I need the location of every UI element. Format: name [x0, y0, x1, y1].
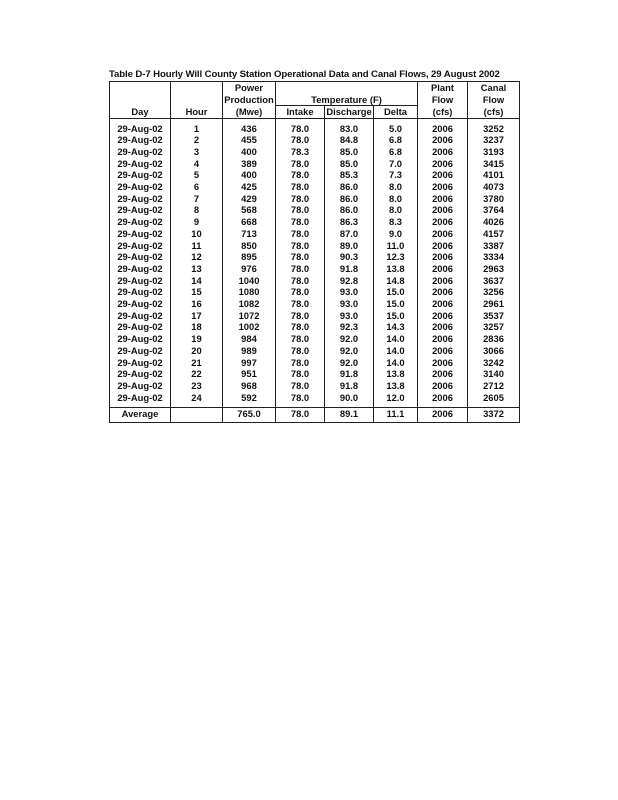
header-plant-line2: Flow: [418, 94, 468, 106]
cell-delta: 7.3: [374, 169, 418, 181]
cell-power: 568: [223, 204, 276, 216]
cell-canal-flow: 2712: [468, 380, 520, 392]
cell-hour: 19: [171, 333, 223, 345]
cell-canal-flow: 3242: [468, 357, 520, 369]
cell-delta: 8.0: [374, 181, 418, 193]
cell-plant-flow: 2006: [418, 321, 468, 333]
table-row: [110, 169, 520, 181]
cell-hour: 1: [171, 123, 223, 135]
cell-delta: 14.0: [374, 333, 418, 345]
cell-discharge: 93.0: [325, 298, 374, 310]
cell-intake: 78.0: [276, 134, 325, 146]
average-canal-flow: 3372: [468, 408, 520, 421]
cell-plant-flow: 2006: [418, 146, 468, 158]
cell-intake: 78.0: [276, 357, 325, 369]
cell-power: 976: [223, 263, 276, 275]
table-caption: Table D-7 Hourly Will County Station Operational Data and Canal Flows, 29 August 2002: [109, 69, 500, 80]
cell-intake: 78.0: [276, 286, 325, 298]
average-discharge: 89.1: [325, 408, 374, 421]
cell-hour: 9: [171, 216, 223, 228]
cell-delta: 12.3: [374, 251, 418, 263]
cell-discharge: 84.8: [325, 134, 374, 146]
cell-canal-flow: 3780: [468, 193, 520, 205]
cell-power: 1080: [223, 286, 276, 298]
cell-hour: 8: [171, 204, 223, 216]
cell-day: 29-Aug-02: [110, 392, 171, 404]
cell-hour: 21: [171, 357, 223, 369]
cell-canal-flow: 4101: [468, 169, 520, 181]
table-row: [110, 134, 520, 146]
average-intake: 78.0: [276, 408, 325, 421]
header-intake: Intake: [276, 106, 325, 119]
cell-intake: 78.0: [276, 123, 325, 135]
cell-intake: 78.0: [276, 251, 325, 263]
cell-hour: 4: [171, 158, 223, 170]
cell-delta: 15.0: [374, 298, 418, 310]
cell-delta: 15.0: [374, 310, 418, 322]
cell-plant-flow: 2006: [418, 310, 468, 322]
cell-discharge: 92.0: [325, 333, 374, 345]
cell-intake: 78.0: [276, 240, 325, 252]
cell-hour: 22: [171, 368, 223, 380]
cell-intake: 78.0: [276, 368, 325, 380]
table-row: [110, 321, 520, 333]
cell-intake: 78.0: [276, 275, 325, 287]
average-plant-flow: 2006: [418, 408, 468, 421]
cell-plant-flow: 2006: [418, 368, 468, 380]
cell-intake: 78.0: [276, 298, 325, 310]
table-row: [110, 158, 520, 170]
cell-hour: 10: [171, 228, 223, 240]
cell-day: 29-Aug-02: [110, 310, 171, 322]
table-row: [110, 392, 520, 404]
cell-discharge: 91.8: [325, 368, 374, 380]
cell-power: 436: [223, 123, 276, 135]
cell-delta: 13.8: [374, 380, 418, 392]
table-row: [110, 251, 520, 263]
cell-day: 29-Aug-02: [110, 298, 171, 310]
cell-delta: 8.0: [374, 193, 418, 205]
cell-delta: 8.3: [374, 216, 418, 228]
cell-intake: 78.0: [276, 392, 325, 404]
cell-plant-flow: 2006: [418, 275, 468, 287]
cell-intake: 78.0: [276, 228, 325, 240]
cell-plant-flow: 2006: [418, 181, 468, 193]
cell-canal-flow: 3764: [468, 204, 520, 216]
cell-discharge: 89.0: [325, 240, 374, 252]
cell-plant-flow: 2006: [418, 392, 468, 404]
cell-canal-flow: 3140: [468, 368, 520, 380]
cell-power: 1002: [223, 321, 276, 333]
cell-power: 713: [223, 228, 276, 240]
cell-day: 29-Aug-02: [110, 158, 171, 170]
header-plant-line1: Plant: [418, 82, 468, 94]
cell-day: 29-Aug-02: [110, 204, 171, 216]
cell-power: 1072: [223, 310, 276, 322]
table-footer: [110, 403, 520, 423]
cell-delta: 14.0: [374, 345, 418, 357]
cell-discharge: 85.0: [325, 146, 374, 158]
cell-plant-flow: 2006: [418, 158, 468, 170]
cell-power: 425: [223, 181, 276, 193]
average-delta: 11.1: [374, 408, 418, 421]
cell-hour: 7: [171, 193, 223, 205]
cell-intake: 78.0: [276, 345, 325, 357]
operational-data-table: [109, 81, 520, 423]
cell-discharge: 86.0: [325, 204, 374, 216]
cell-canal-flow: 3415: [468, 158, 520, 170]
cell-hour: 3: [171, 146, 223, 158]
cell-day: 29-Aug-02: [110, 357, 171, 369]
header-hour: Hour: [171, 106, 223, 119]
cell-delta: 5.0: [374, 123, 418, 135]
header-canal-unit: (cfs): [468, 106, 520, 119]
cell-plant-flow: 2006: [418, 240, 468, 252]
cell-power: 895: [223, 251, 276, 263]
cell-discharge: 86.0: [325, 181, 374, 193]
cell-delta: 14.0: [374, 357, 418, 369]
cell-power: 951: [223, 368, 276, 380]
cell-power: 592: [223, 392, 276, 404]
cell-discharge: 92.0: [325, 345, 374, 357]
cell-canal-flow: 2836: [468, 333, 520, 345]
average-power: 765.0: [223, 408, 276, 421]
cell-discharge: 93.0: [325, 286, 374, 298]
cell-canal-flow: 2605: [468, 392, 520, 404]
cell-day: 29-Aug-02: [110, 123, 171, 135]
cell-plant-flow: 2006: [418, 298, 468, 310]
header-plant-unit: (cfs): [418, 106, 468, 119]
cell-canal-flow: 3334: [468, 251, 520, 263]
header-power-unit: (Mwe): [223, 106, 276, 119]
cell-power: 429: [223, 193, 276, 205]
cell-discharge: 86.3: [325, 216, 374, 228]
cell-plant-flow: 2006: [418, 345, 468, 357]
cell-discharge: 92.0: [325, 357, 374, 369]
cell-plant-flow: 2006: [418, 216, 468, 228]
cell-discharge: 85.0: [325, 158, 374, 170]
cell-day: 29-Aug-02: [110, 181, 171, 193]
cell-day: 29-Aug-02: [110, 380, 171, 392]
cell-hour: 12: [171, 251, 223, 263]
table-row: [110, 333, 520, 345]
cell-plant-flow: 2006: [418, 263, 468, 275]
header-canal-line1: Canal: [468, 82, 520, 94]
cell-hour: 24: [171, 392, 223, 404]
cell-plant-flow: 2006: [418, 251, 468, 263]
cell-delta: 14.8: [374, 275, 418, 287]
cell-power: 455: [223, 134, 276, 146]
cell-delta: 11.0: [374, 240, 418, 252]
cell-delta: 12.0: [374, 392, 418, 404]
cell-day: 29-Aug-02: [110, 146, 171, 158]
cell-plant-flow: 2006: [418, 134, 468, 146]
cell-canal-flow: 4073: [468, 181, 520, 193]
cell-day: 29-Aug-02: [110, 263, 171, 275]
cell-day: 29-Aug-02: [110, 321, 171, 333]
cell-hour: 6: [171, 181, 223, 193]
cell-day: 29-Aug-02: [110, 286, 171, 298]
cell-day: 29-Aug-02: [110, 251, 171, 263]
cell-hour: 18: [171, 321, 223, 333]
table-row: [110, 216, 520, 228]
header-day: Day: [110, 106, 171, 119]
cell-intake: 78.0: [276, 263, 325, 275]
cell-intake: 78.0: [276, 204, 325, 216]
cell-discharge: 90.0: [325, 392, 374, 404]
cell-discharge: 90.3: [325, 251, 374, 263]
cell-hour: 23: [171, 380, 223, 392]
cell-intake: 78.0: [276, 181, 325, 193]
cell-canal-flow: 3256: [468, 286, 520, 298]
table-row: [110, 380, 520, 392]
cell-delta: 8.0: [374, 204, 418, 216]
cell-discharge: 92.8: [325, 275, 374, 287]
cell-canal-flow: 3193: [468, 146, 520, 158]
table-row: [110, 204, 520, 216]
cell-canal-flow: 4157: [468, 228, 520, 240]
cell-day: 29-Aug-02: [110, 134, 171, 146]
cell-canal-flow: 3066: [468, 345, 520, 357]
average-hour: [171, 408, 223, 421]
cell-intake: 78.0: [276, 310, 325, 322]
cell-hour: 11: [171, 240, 223, 252]
cell-plant-flow: 2006: [418, 357, 468, 369]
cell-delta: 14.3: [374, 321, 418, 333]
header-temperature-group: Temperature (F): [276, 94, 418, 106]
average-label: Average: [110, 408, 171, 421]
cell-discharge: 92.3: [325, 321, 374, 333]
cell-plant-flow: 2006: [418, 123, 468, 135]
cell-intake: 78.0: [276, 216, 325, 228]
cell-canal-flow: 3257: [468, 321, 520, 333]
cell-power: 1082: [223, 298, 276, 310]
cell-hour: 13: [171, 263, 223, 275]
table-row: [110, 310, 520, 322]
cell-plant-flow: 2006: [418, 380, 468, 392]
cell-day: 29-Aug-02: [110, 333, 171, 345]
cell-delta: 6.8: [374, 146, 418, 158]
cell-power: 989: [223, 345, 276, 357]
cell-intake: 78.0: [276, 158, 325, 170]
header-discharge: Discharge: [326, 106, 372, 117]
cell-power: 850: [223, 240, 276, 252]
cell-hour: 17: [171, 310, 223, 322]
table-row: [110, 240, 520, 252]
header-power-line1: Power: [223, 82, 276, 94]
cell-day: 29-Aug-02: [110, 193, 171, 205]
cell-day: 29-Aug-02: [110, 216, 171, 228]
cell-hour: 2: [171, 134, 223, 146]
cell-canal-flow: 3252: [468, 123, 520, 135]
cell-power: 984: [223, 333, 276, 345]
cell-delta: 7.0: [374, 158, 418, 170]
table-row: [110, 298, 520, 310]
cell-power: 968: [223, 380, 276, 392]
cell-delta: 9.0: [374, 228, 418, 240]
table-row: [110, 286, 520, 298]
cell-plant-flow: 2006: [418, 204, 468, 216]
cell-plant-flow: 2006: [418, 286, 468, 298]
header-delta: Delta: [374, 106, 418, 119]
cell-day: 29-Aug-02: [110, 240, 171, 252]
cell-intake: 78.0: [276, 380, 325, 392]
cell-hour: 16: [171, 298, 223, 310]
header-power-line2: Production: [224, 93, 274, 105]
cell-discharge: 86.0: [325, 193, 374, 205]
cell-canal-flow: 4026: [468, 216, 520, 228]
cell-plant-flow: 2006: [418, 169, 468, 181]
table-row: [110, 193, 520, 205]
cell-day: 29-Aug-02: [110, 228, 171, 240]
cell-discharge: 93.0: [325, 310, 374, 322]
cell-power: 1040: [223, 275, 276, 287]
cell-delta: 13.8: [374, 368, 418, 380]
cell-plant-flow: 2006: [418, 333, 468, 345]
cell-power: 389: [223, 158, 276, 170]
cell-delta: 13.8: [374, 263, 418, 275]
cell-intake: 78.3: [276, 146, 325, 158]
table-row: [110, 123, 520, 135]
cell-day: 29-Aug-02: [110, 345, 171, 357]
table-body: [110, 123, 520, 404]
header-canal-line2: Flow: [468, 94, 520, 106]
table-row: [110, 275, 520, 287]
cell-plant-flow: 2006: [418, 228, 468, 240]
cell-power: 997: [223, 357, 276, 369]
cell-hour: 5: [171, 169, 223, 181]
cell-hour: 20: [171, 345, 223, 357]
cell-canal-flow: 2961: [468, 298, 520, 310]
cell-canal-flow: 3637: [468, 275, 520, 287]
cell-delta: 15.0: [374, 286, 418, 298]
table-row: [110, 368, 520, 380]
cell-delta: 6.8: [374, 134, 418, 146]
cell-discharge: 91.8: [325, 263, 374, 275]
cell-intake: 78.0: [276, 333, 325, 345]
cell-canal-flow: 3387: [468, 240, 520, 252]
cell-hour: 15: [171, 286, 223, 298]
table-row: [110, 228, 520, 240]
cell-discharge: 85.3: [325, 169, 374, 181]
cell-canal-flow: 2963: [468, 263, 520, 275]
cell-plant-flow: 2006: [418, 193, 468, 205]
table-row: [110, 357, 520, 369]
cell-day: 29-Aug-02: [110, 275, 171, 287]
table-row: [110, 345, 520, 357]
cell-intake: 78.0: [276, 321, 325, 333]
table-row: [110, 146, 520, 158]
cell-discharge: 91.8: [325, 380, 374, 392]
cell-power: 668: [223, 216, 276, 228]
cell-hour: 14: [171, 275, 223, 287]
table-row: [110, 181, 520, 193]
cell-discharge: 83.0: [325, 123, 374, 135]
cell-power: 400: [223, 169, 276, 181]
cell-intake: 78.0: [276, 169, 325, 181]
table-header: [110, 82, 520, 123]
cell-discharge: 87.0: [325, 228, 374, 240]
cell-canal-flow: 3537: [468, 310, 520, 322]
table-row: [110, 263, 520, 275]
cell-intake: 78.0: [276, 193, 325, 205]
cell-day: 29-Aug-02: [110, 368, 171, 380]
cell-day: 29-Aug-02: [110, 169, 171, 181]
cell-canal-flow: 3237: [468, 134, 520, 146]
cell-power: 400: [223, 146, 276, 158]
